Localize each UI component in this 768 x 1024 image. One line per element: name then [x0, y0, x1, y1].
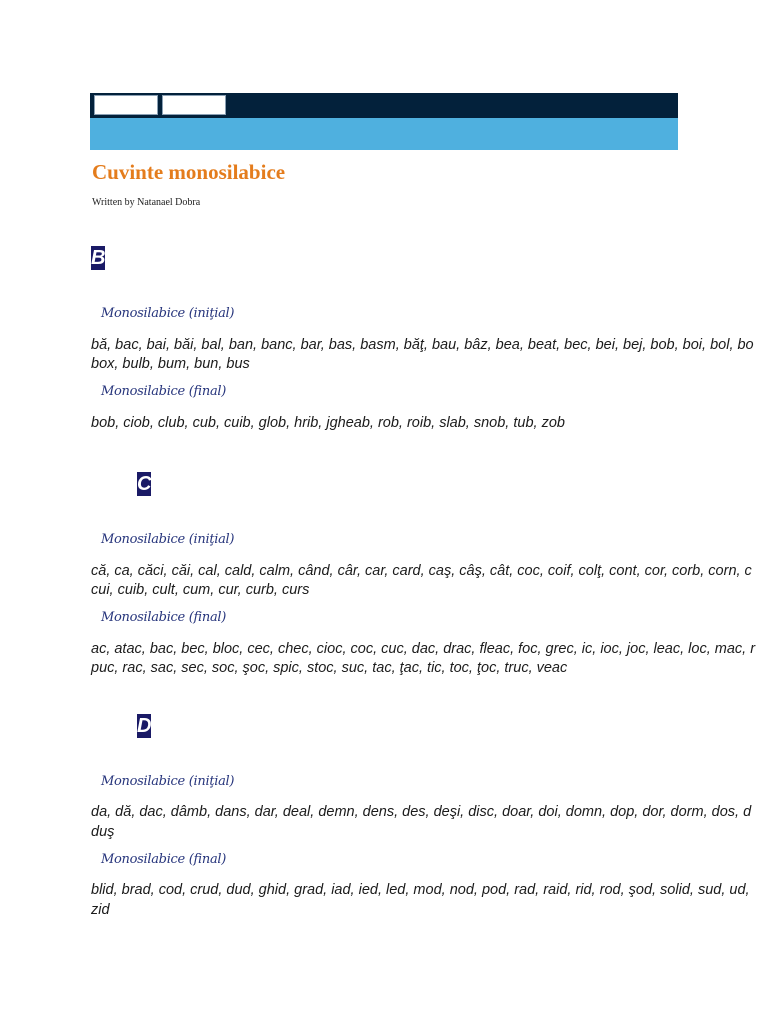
- section-c-final-words-line-2: puc, rac, sac, sec, soc, şoc, spic, stoc, suc, tac, ţac, tic, toc, ţoc, truc, veac: [91, 660, 568, 676]
- section-letter-b: B: [91, 247, 106, 269]
- section-c-final-words-line-1: ac, atac, bac, bec, bloc, cec, chec, cioc, coc, cuc, dac, drac, fleac, foc, grec, ic, ioc, joc, leac, loc, mac, r: [91, 641, 756, 657]
- section-letter-c: C: [137, 473, 152, 495]
- article-byline: Written by Natanael Dobra: [92, 197, 201, 208]
- section-b-initial-words-line-1: bă, bac, bai, băi, bal, ban, banc, bar, bas, basm, băţ, bau, bâz, bea, beat, bec, bei, bej, bob, boi, bol, bo: [91, 337, 754, 353]
- section-d-final-heading: Monosilabice (final): [101, 852, 227, 867]
- section-b-final-words-line-1: bob, ciob, club, cub, cuib, glob, hrib, jgheab, rob, roib, slab, snob, tub, zob: [91, 415, 565, 431]
- section-c-initial-words-line-2: cui, cuib, cult, cum, cur, curb, curs: [91, 582, 310, 598]
- section-c-initial-heading: Monosilabice (iniţial): [101, 532, 235, 547]
- section-c-final-heading: Monosilabice (final): [101, 610, 227, 625]
- section-b-initial-words-line-2: box, bulb, bum, bun, bus: [91, 356, 250, 372]
- nav-tab-2[interactable]: [162, 95, 226, 115]
- section-d-initial-words-line-2: duş: [91, 824, 115, 840]
- section-d-initial-heading: Monosilabice (iniţial): [101, 774, 235, 789]
- top-navigation-bar: [90, 93, 678, 118]
- header-banner: [90, 118, 678, 150]
- nav-tab-1[interactable]: [94, 95, 158, 115]
- section-d-initial-words-line-1: da, dă, dac, dâmb, dans, dar, deal, demn, dens, des, deşi, disc, doar, doi, domn, dop, dor, dorm, dos, d: [91, 804, 752, 820]
- section-b-initial-heading: Monosilabice (iniţial): [101, 306, 235, 321]
- section-c-initial-words-line-1: că, ca, căci, căi, cal, cald, calm, când, câr, car, card, caş, câş, cât, coc, coif, colţ, cont, cor, corb, corn, c: [91, 563, 752, 579]
- section-b-final-heading: Monosilabice (final): [101, 384, 227, 399]
- section-letter-d: D: [137, 715, 152, 737]
- section-d-final-words-line-2: zid: [91, 902, 110, 918]
- article-title: Cuvinte monosilabice: [92, 160, 286, 184]
- section-d-final-words-line-1: blid, brad, cod, crud, dud, ghid, grad, iad, ied, led, mod, nod, pod, rad, raid, rid, rod, şod, solid, sud, ud,: [91, 882, 750, 898]
